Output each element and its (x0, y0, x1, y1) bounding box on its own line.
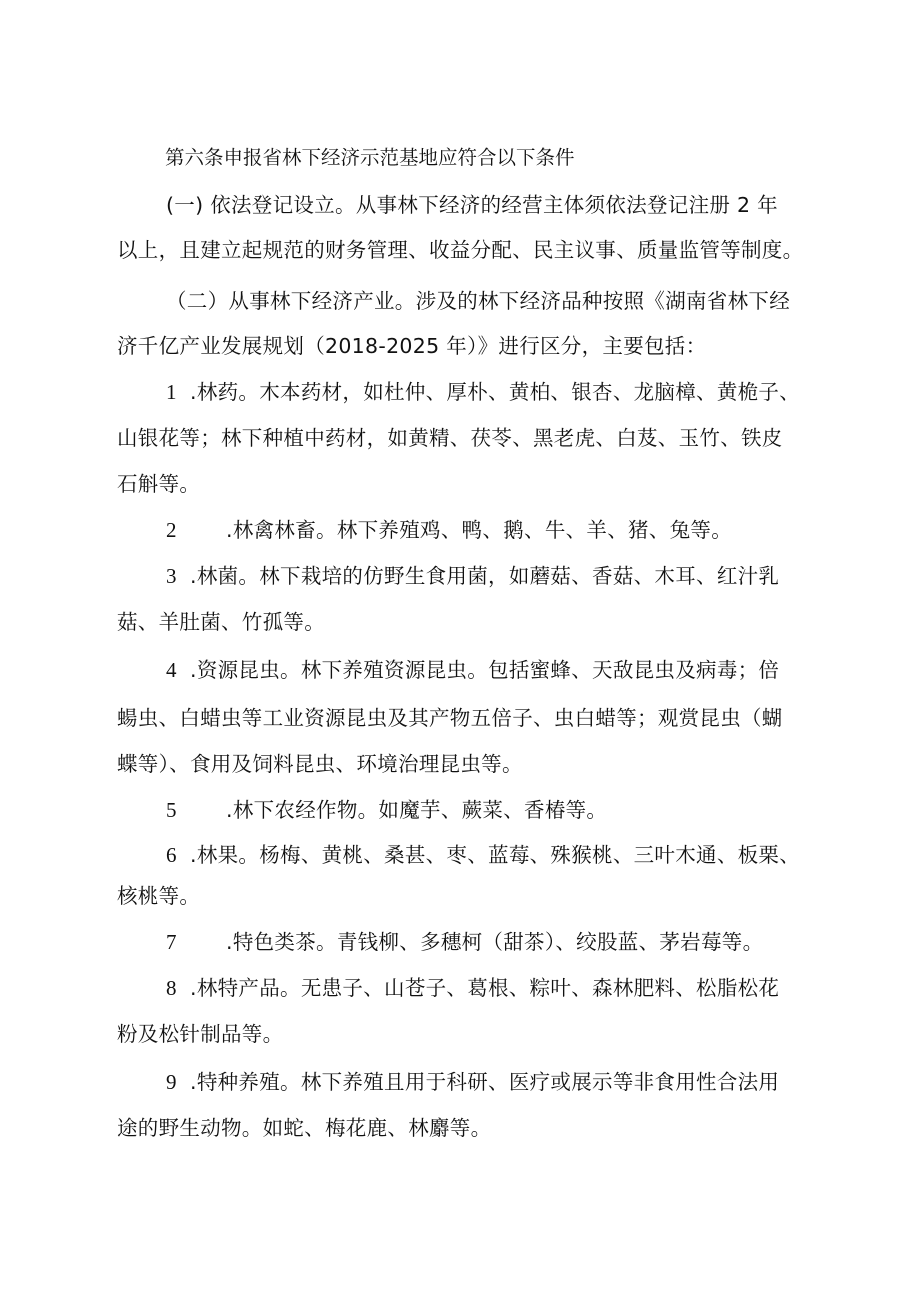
item-number: 4 (166, 658, 177, 682)
item-number: 7 (166, 930, 177, 954)
clause-1-line-1: (一) 依法登记设立。从事林下经济的经营主体须依法登记注册 2 年 (166, 193, 778, 217)
item-number: 9 (166, 1070, 177, 1094)
item-text: .林菌。林下栽培的仿野生食用菌，如蘑菇、香菇、木耳、红汁乳 (190, 564, 780, 588)
item-1-line-1 (166, 377, 800, 407)
item-9-line-2: 途的野生动物。如蛇、梅花鹿、林麝等。 (117, 1116, 492, 1140)
item-6-line-2: 核桃等。 (117, 884, 201, 908)
item-9-line-1 (166, 1067, 779, 1097)
item-4-line-3: 蝶等）、食用及饲料昆虫、环境治理昆虫等。 (117, 752, 523, 776)
item-1-line-2: 山银花等；林下种植中药材，如黄精、茯苓、黑老虎、白芨、玉竹、铁皮 (117, 426, 783, 450)
item-text: .林药。木本药材，如杜仲、厚朴、黄柏、银杏、龙脑樟、黄桅子、 (190, 380, 801, 404)
article-title: 第六条申报省林下经济示范基地应符合以下条件 (165, 146, 575, 169)
item-number: 1 (166, 380, 177, 404)
item-number: 2 (166, 518, 177, 542)
item-number: 5 (166, 798, 177, 822)
item-text: .林果。杨梅、黄桃、桑甚、枣、蓝莓、殊猴桃、三叶木通、板栗、 (190, 843, 801, 867)
item-5-line-1 (166, 795, 607, 825)
item-8-line-1 (166, 973, 779, 1003)
item-8-line-2: 粉及松针制品等。 (117, 1022, 284, 1046)
item-1-line-3: 石斛等。 (117, 472, 201, 496)
item-3-line-1 (166, 561, 779, 591)
item-text: .林禽林畜。林下养殖鸡、鸭、鹅、牛、羊、猪、兔等。 (226, 518, 733, 542)
clause-2-line-1: （二）从事林下经济产业。涉及的林下经济品种按照《湖南省林下经 (166, 289, 790, 313)
clause-1-line-2: 以上，且建立起规范的财务管理、收益分配、民主议事、质量监管等制度。 (117, 238, 804, 262)
item-2-line-1 (166, 515, 732, 545)
item-6-line-1 (166, 840, 800, 870)
item-7-line-1 (166, 927, 763, 957)
item-text: .特种养殖。林下养殖且用于科研、医疗或展示等非食用性合法用 (190, 1070, 780, 1094)
item-4-line-2: 蝪虫、白蜡虫等工业资源昆虫及其产物五倍子、虫白蜡等；观赏昆虫（蝴 (117, 706, 783, 730)
clause-2-line-2: 济千亿产业发展规划（2018-2025 年）》进行区分，主要包括： (117, 334, 707, 358)
item-text: .林特产品。无患子、山苍子、葛根、粽叶、森林肥料、松脂松花 (190, 976, 780, 1000)
item-3-line-2: 菇、羊肚菌、竹孤等。 (117, 610, 325, 634)
item-number: 8 (166, 976, 177, 1000)
item-number: 3 (166, 564, 177, 588)
item-text: .林下农经作物。如魔芋、蕨菜、香椿等。 (226, 798, 608, 822)
item-number: 6 (166, 843, 177, 867)
item-text: .资源昆虫。林下养殖资源昆虫。包括蜜蜂、天敌昆虫及病毒；倍 (190, 658, 780, 682)
item-4-line-1 (166, 655, 779, 685)
item-text: .特色类茶。青钱柳、多穗柯（甜茶）、绞股蓝、茅岩莓等。 (226, 930, 764, 954)
